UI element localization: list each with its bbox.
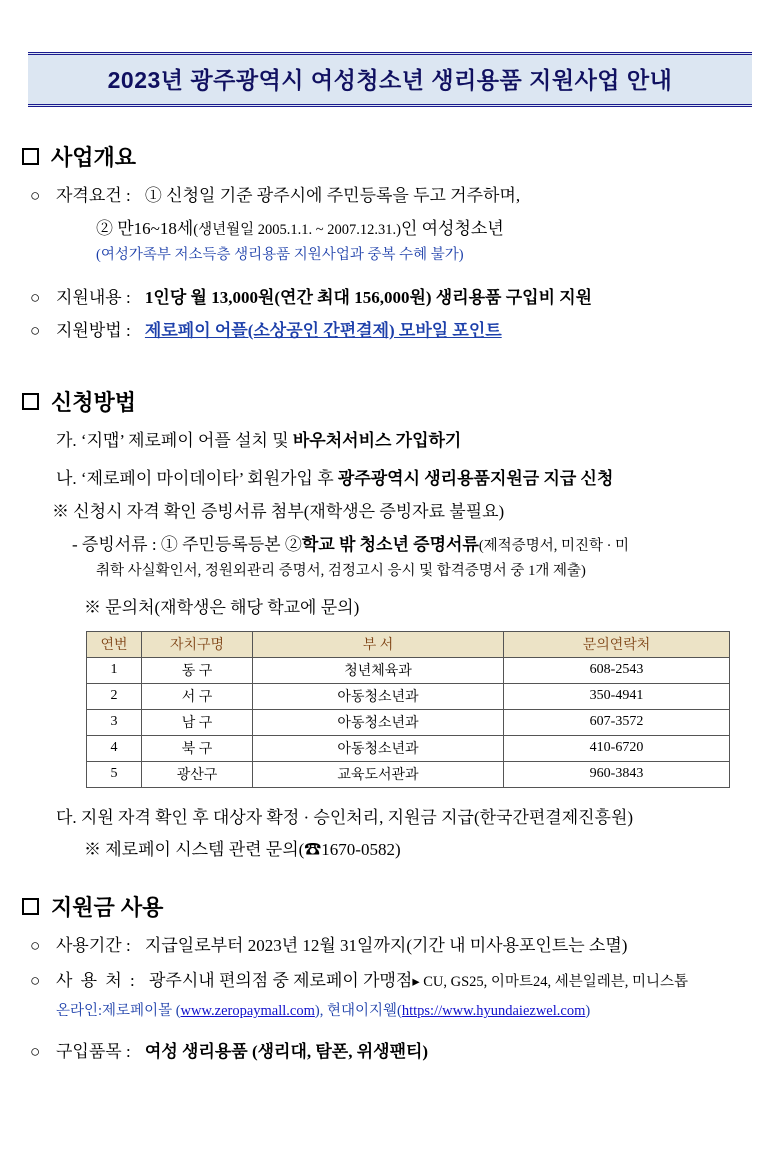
- proof-prefix: - 증빙서류 : ① 주민등록등본 ②: [72, 534, 302, 554]
- section-title-apply: 신청방법: [51, 389, 137, 415]
- overview-qualification-note: [96, 245, 780, 266]
- circle-bullet-icon: ○: [30, 186, 41, 205]
- table-header-dept: 부 서: [253, 631, 504, 657]
- table-header-phone: 문의연락처: [504, 631, 730, 657]
- cell-district: 북 구: [142, 735, 253, 761]
- place-value-b: ▸ CU, GS25, 이마트24, 세븐일레븐, 미니스톱: [412, 973, 689, 990]
- page-title: 2023년 광주광역시 여성청소년 생리용품 지원사업 안내: [107, 67, 673, 93]
- cell-dept: 청년체육과: [253, 657, 504, 683]
- product-label: 구입품목 :: [56, 1042, 131, 1062]
- apply-attach-note: [52, 500, 780, 525]
- cell-district: 서 구: [142, 683, 253, 709]
- usage-period-row: [0, 934, 780, 959]
- cell-district: 광산구: [142, 761, 253, 787]
- zeropay-note-text: ※ 제로페이 시스템 관련 문의(☎1670-0582): [84, 840, 401, 860]
- cell-phone: 410-6720: [504, 735, 730, 761]
- support-value: 1인당 월 13,000원(연간 최대 156,000원) 생리용품 구입비 지원: [144, 288, 593, 308]
- circle-bullet-icon: ○: [30, 1042, 41, 1062]
- square-bullet-icon: [22, 898, 39, 915]
- usage-online-row: [56, 1001, 780, 1022]
- step-a-prefix: 가. ‘지맵’ 제로페이 어플 설치 및: [56, 430, 293, 450]
- circle-bullet-icon: ○: [30, 970, 41, 990]
- apply-step-a: [56, 429, 780, 454]
- step-c-text: 다. 지원 자격 확인 후 대상자 확정 · 승인처리, 지원금 지급(한국간편결제진흥원): [56, 807, 634, 827]
- circle-bullet-icon: ○: [30, 320, 41, 340]
- zeropaymall-link[interactable]: www.zeropaymall.com: [180, 1003, 315, 1020]
- document-title-banner: [28, 52, 752, 107]
- table-row: [87, 657, 730, 683]
- online-mid: ), 현대이지웰(: [314, 1003, 402, 1020]
- method-label: 지원방법 :: [56, 320, 131, 340]
- cell-no: 1: [87, 657, 142, 683]
- cell-phone: 960-3843: [504, 761, 730, 787]
- overview-qualification-row: [0, 184, 780, 209]
- step-b-prefix: 나. ‘제로페이 마이데이타’ 회원가입 후: [56, 469, 338, 489]
- place-value-a: 광주시내 편의점 중 제로페이 가맹점: [149, 970, 413, 990]
- hyundaiezwel-link[interactable]: https://www.hyundaiezwel.com: [401, 1003, 586, 1020]
- attach-note-text: ※ 신청시 자격 확인 증빙서류 첨부(재학생은 증빙자료 불필요): [52, 501, 505, 521]
- table-row: [87, 735, 730, 761]
- proof-detail: (제적증명서, 미진학 · 미: [478, 537, 630, 554]
- qualification-item-2c: 인 여성청소년: [400, 218, 504, 238]
- document-page: [0, 52, 780, 1167]
- overview-qualification-row-2: [96, 217, 780, 242]
- apply-step-b: [56, 467, 780, 492]
- online-suffix: ): [585, 1003, 591, 1020]
- qualification-label: 자격요건 :: [56, 186, 131, 205]
- overview-qualification-text: [56, 184, 780, 209]
- circle-bullet-icon: ○: [30, 936, 41, 956]
- table-row: [87, 709, 730, 735]
- cell-district: 동 구: [142, 657, 253, 683]
- method-value: 제로페이 어플(소상공인 간편결제) 모바일 포인트: [144, 320, 502, 340]
- period-label: 사용기간 :: [56, 936, 131, 956]
- qualification-item-2a: ② 만16~18세: [96, 218, 194, 238]
- table-header-district: 자치구명: [142, 631, 253, 657]
- product-value: 여성 생리용품 (생리대, 탐폰, 위생팬티): [144, 1042, 429, 1062]
- overview-support-row: [0, 286, 780, 311]
- proof-bold: 학교 밖 청소년 증명서류: [301, 534, 479, 554]
- overview-method-row: [0, 319, 780, 344]
- proof-detail-2: 취학 사실확인서, 정원외관리 증명서, 검정고시 응시 및 합격증명서 중 1개 제출): [96, 563, 586, 580]
- step-b-bold: 광주광역시 생리용품지원금 지급 신청: [337, 469, 614, 489]
- table-header-no: 연번: [87, 631, 142, 657]
- cell-dept: 아동청소년과: [253, 735, 504, 761]
- cell-no: 4: [87, 735, 142, 761]
- support-label: 지원내용 :: [56, 288, 131, 308]
- section-heading-apply: [22, 386, 780, 417]
- cell-no: 3: [87, 709, 142, 735]
- section-title-usage: 지원금 사용: [51, 895, 164, 921]
- cell-no: 2: [87, 683, 142, 709]
- qualification-note-text: (여성가족부 저소득층 생리용품 지원사업과 중복 수혜 불가): [96, 247, 464, 264]
- cell-district: 남 구: [142, 709, 253, 735]
- circle-bullet-icon: ○: [30, 288, 41, 308]
- table-row: [87, 761, 730, 787]
- apply-contact-note: [84, 596, 780, 621]
- cell-dept: 아동청소년과: [253, 683, 504, 709]
- table-row: [87, 683, 730, 709]
- cell-dept: 교육도서관과: [253, 761, 504, 787]
- period-value: 지급일로부터 2023년 12월 31일까지(기간 내 미사용포인트는 소멸): [144, 936, 628, 956]
- cell-no: 5: [87, 761, 142, 787]
- contact-note-text: ※ 문의처(재학생은 해당 학교에 문의): [84, 598, 360, 618]
- square-bullet-icon: [22, 148, 39, 165]
- place-label: 사 용 처 :: [56, 970, 137, 990]
- qualification-item-1: ① 신청일 기준 광주시에 주민등록을 두고 거주하며,: [144, 186, 521, 205]
- qualification-item-2b: (생년월일 2005.1.1. ~ 2007.12.31.): [193, 221, 401, 238]
- cell-phone: 607-3572: [504, 709, 730, 735]
- apply-zeropay-note: [84, 838, 780, 863]
- cell-dept: 아동청소년과: [253, 709, 504, 735]
- table-header-row: [87, 631, 730, 657]
- section-title-overview: 사업개요: [51, 145, 137, 170]
- section-heading-usage: [22, 891, 780, 922]
- contact-table: [86, 631, 730, 788]
- cell-phone: 608-2543: [504, 657, 730, 683]
- apply-step-c: [56, 806, 780, 831]
- square-bullet-icon: [22, 393, 39, 410]
- online-prefix: 온라인:제로페이몰 (: [56, 1003, 181, 1020]
- cell-phone: 350-4941: [504, 683, 730, 709]
- usage-place-row: [0, 969, 780, 994]
- usage-product-row: [0, 1040, 780, 1065]
- apply-proof-line-1: [72, 533, 780, 558]
- apply-proof-line-2: [96, 561, 780, 582]
- step-a-bold: 바우처서비스 가입하기: [292, 430, 462, 450]
- section-heading-overview: [22, 141, 780, 172]
